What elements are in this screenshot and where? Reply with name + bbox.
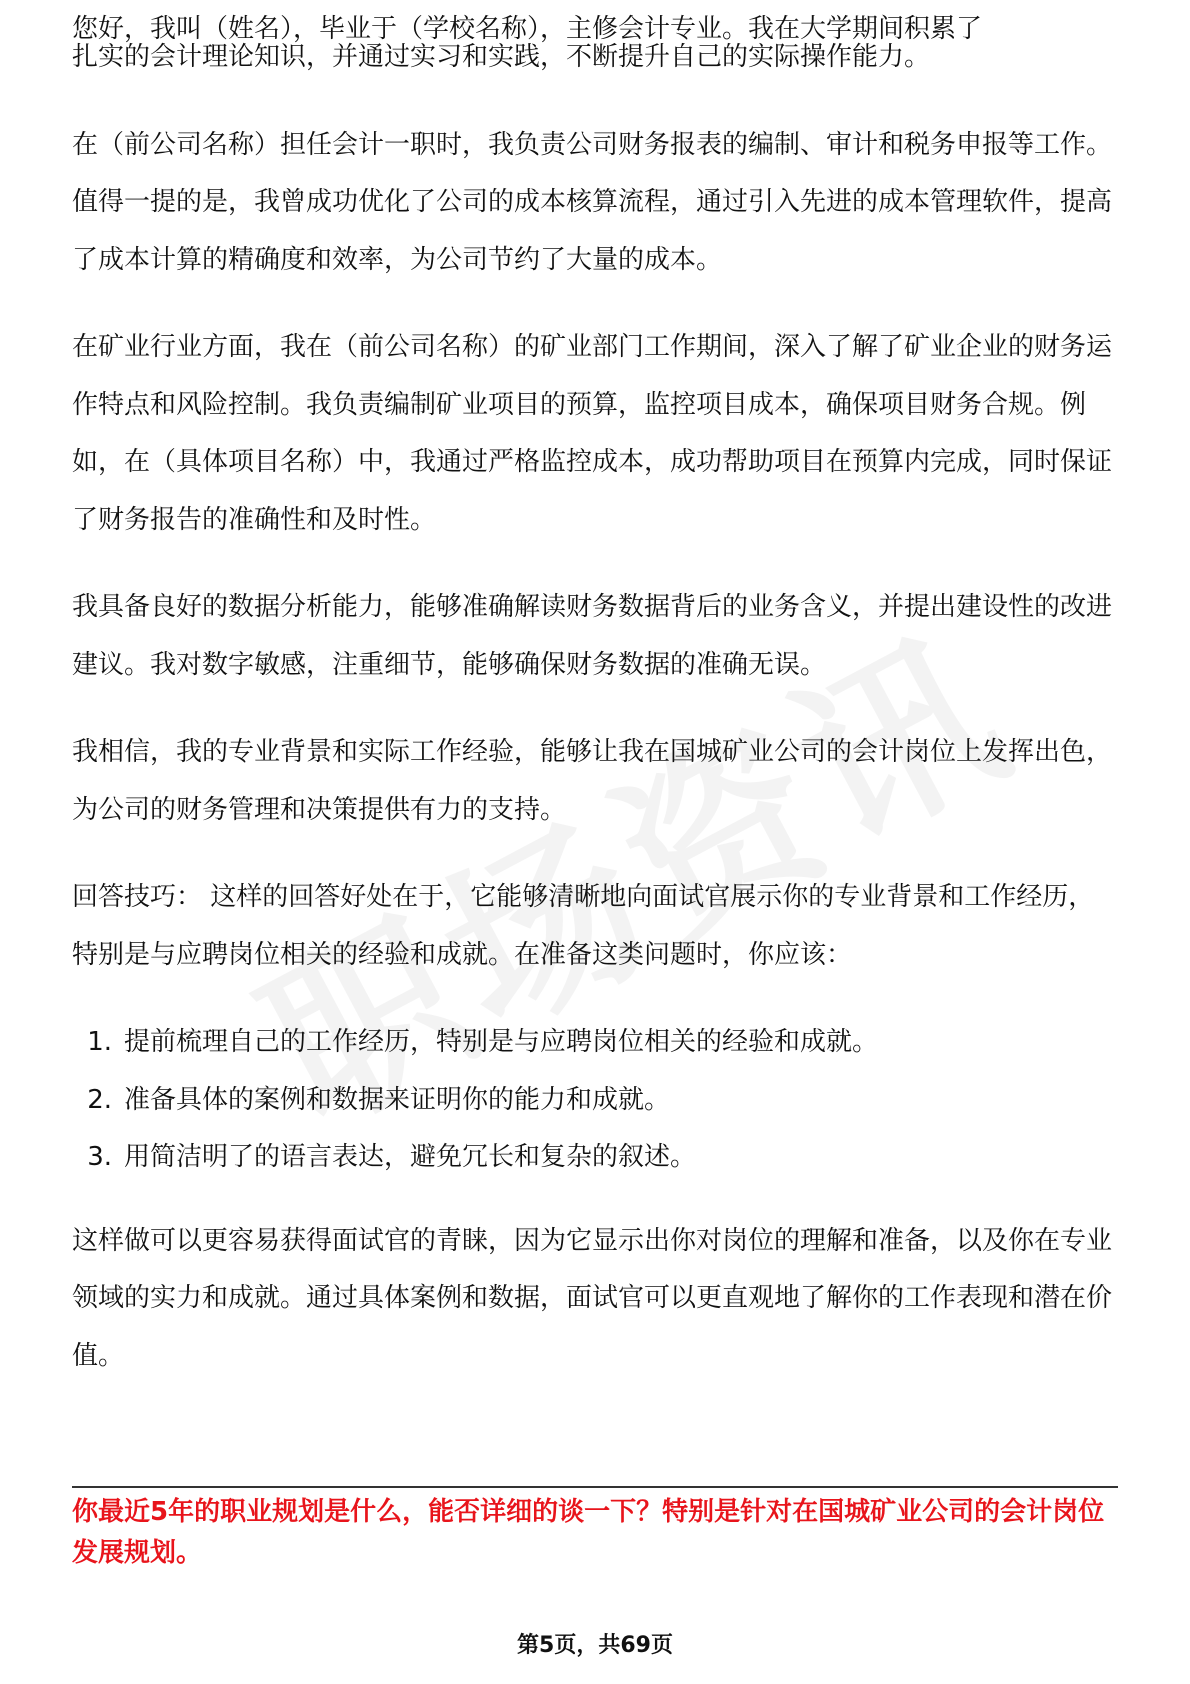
list-item: 1. 提前梳理自己的工作经历，特别是与应聘岗位相关的经验和成就。 bbox=[87, 1027, 879, 1057]
paragraph-answer-tips: 回答技巧： 这样的回答好处在于，它能够清晰地向面试官展示你的专业背景和工作经历，特别是与应聘岗位相关的经验和成就。在准备这类问题时，你应该： bbox=[72, 882, 1095, 970]
list-item: 3. 用简洁明了的语言表达，避免冗长和复杂的叙述。 bbox=[87, 1142, 697, 1172]
list-item: 2. 准备具体的案例和数据来证明你的能力和成就。 bbox=[87, 1084, 671, 1115]
next-question-heading: 你最近5年的职业规划是什么，能否详细的谈一下？特别是针对在国城矿业公司的会计岗位发展规划。 bbox=[72, 1497, 1105, 1568]
tips-list bbox=[72, 1014, 1118, 1187]
cut-off-line: 您好，我叫（姓名），毕业于（学校名称），主修会计专业。我在大学期间积累了 bbox=[72, 14, 983, 44]
paragraph-conclusion: 我相信，我的专业背景和实际工作经验，能够让我在国城矿业公司的会计岗位上发挥出色，为公司的财务管理和决策提供有力的支持。 bbox=[72, 737, 1113, 825]
answer-body bbox=[72, 14, 1118, 1415]
page-number: 第5页，共69页 bbox=[517, 1633, 673, 1658]
paragraph-education: 扎实的会计理论知识，并通过实习和实践，不断提升自己的实际操作能力。 bbox=[72, 42, 931, 72]
paragraph-summary: 这样做可以更容易获得面试官的青睐，因为它显示出你对岗位的理解和准备，以及你在专业领域的实力和成就。通过具体案例和数据，面试官可以更直观地了解你的工作表现和潜在价值。 bbox=[72, 1225, 1113, 1371]
paragraph-data-skills: 我具备良好的数据分析能力，能够准确解读财务数据背后的业务含义，并提出建设性的改进建议。我对数字敏感，注重细节，能够确保财务数据的准确无误。 bbox=[72, 592, 1113, 680]
paragraph-mining-experience: 在矿业行业方面，我在（前公司名称）的矿业部门工作期间，深入了解了矿业企业的财务运作特点和风险控制。我负责编制矿业项目的预算，监控项目成本，确保项目财务合规。例如，在（具体项目名称）中，我通过严格监控成本，成功帮助项目在预算内完成，同时保证了财务报告的准确性和及时性。 bbox=[72, 332, 1113, 535]
paragraph-accounting-experience: 在（前公司名称）担任会计一职时，我负责公司财务报表的编制、审计和税务申报等工作。值得一提的是，我曾成功优化了公司的成本核算流程，通过引入先进的成本管理软件，提高了成本计算的精确度和效率，为公司节约了大量的成本。 bbox=[72, 129, 1113, 275]
section-divider bbox=[72, 1486, 1118, 1488]
